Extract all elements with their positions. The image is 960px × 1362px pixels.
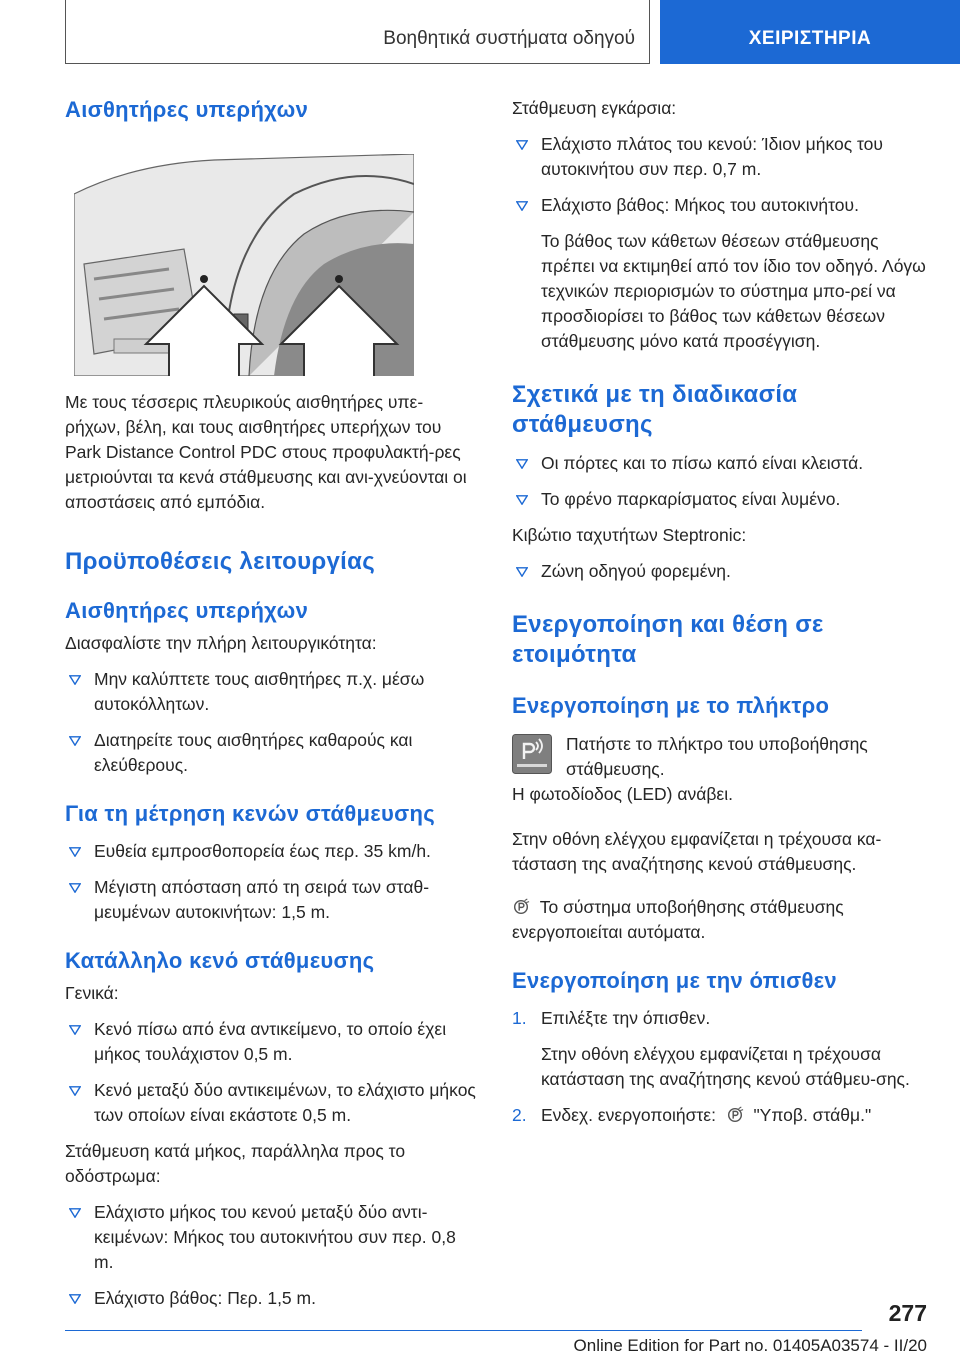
intro-paragraph: Με τους τέσσερις πλευρικούς αισθητήρες υπε-ρήχων, βέλη, και τους αισθητήρες υπερήχων του Park Distance Control PDC στους προφυλακτή-ρες μετριούνται τα κενά στάθμευσης και ανι-χνεύονται οι αποστάσεις από εμπόδια. — [65, 392, 467, 512]
car-sensors-illustration — [74, 154, 414, 376]
header-bar — [65, 0, 650, 64]
triangle-bullet-icon — [69, 847, 81, 857]
perpendicular-label: Στάθμευση εγκάρσια: — [512, 98, 677, 118]
perpendicular-note: Το βάθος των κάθετων θέσεων στάθμευσης πρέπει να εκτιμηθεί από τον ίδιο τον οδηγό. Λόγω τεχνικών περιορισμών το σύστημα μπο-ρεί να προσδιορίσει το βάθος των κάθετων θέσεων στάθμευσης μόνο κατά προσέγγιση. — [541, 231, 926, 351]
left-column — [65, 96, 477, 1311]
heading-suitable-space: Κατάλληλο κενό στάθμευσης — [65, 948, 375, 973]
button-instruction — [512, 732, 927, 782]
triangle-bullet-icon — [516, 201, 528, 211]
heading-ultrasonic-sensors-2: Αισθητήρες υπερήχων — [65, 598, 309, 623]
step-number: 1. — [512, 1008, 527, 1028]
tab-controls-label: ΧΕΙΡΙΣΤΗΡΙΑ — [748, 28, 872, 49]
list-item: Ελάχιστο βάθος: Περ. 1,5 m. — [65, 1286, 477, 1311]
list-item: 2. Ενδεχ. ενεργοποιήστε: "Υποβ. στάθμ." — [512, 1103, 927, 1128]
edition-text: Online Edition for Part no. 01405A03574 - II/20 — [573, 1336, 927, 1355]
ensure-text: Διασφαλίστε την πλήρη λειτουργικότητα: — [65, 633, 377, 653]
triangle-bullet-icon — [516, 567, 528, 577]
sensor-list — [65, 667, 477, 778]
list-item: 1. Επιλέξτε την όπισθεν. Στην οθόνη ελέγχου εμφανίζεται η τρέχουσα κατάσταση της αναζήτησης κενού στάθμευ-σης. — [512, 1006, 927, 1092]
heading-ultrasonic-sensors: Αισθητήρες υπερήχων — [65, 97, 309, 122]
led-text: Η φωτοδίοδος (LED) ανάβει. — [512, 784, 733, 804]
parallel-label: Στάθμευση κατά μήκος, παράλληλα προς το οδόστρωμα: — [65, 1141, 406, 1186]
tab-controls[interactable] — [660, 0, 960, 64]
park-assist-button-icon — [512, 734, 552, 774]
steptronic-list — [512, 559, 927, 584]
right-column — [512, 96, 927, 1128]
reverse-steps — [512, 1006, 927, 1128]
step-note: Στην οθόνη ελέγχου εμφανίζεται η τρέχουσα κατάσταση της αναζήτησης κενού στάθμευ-σης. — [541, 1044, 910, 1089]
list-item: Διατηρείτε τους αισθητήρες καθαρούς και ελεύθερους. — [65, 728, 477, 778]
list-item: Οι πόρτες και το πίσω καπό είναι κλειστά. — [512, 451, 927, 476]
heading-measuring: Για τη μέτρηση κενών στάθμευσης — [65, 801, 435, 826]
footer-divider — [65, 1330, 862, 1331]
heading-activate-reverse: Ενεργοποίηση με την όπισθεν — [512, 968, 837, 993]
list-item: Ζώνη οδηγού φορεμένη. — [512, 559, 927, 584]
heading-prerequisites: Προϋποθέσεις λειτουργίας — [65, 548, 375, 575]
procedure-list — [512, 451, 927, 512]
step-number: 2. — [512, 1105, 527, 1125]
list-item: Μην καλύπτετε τους αισθητήρες π.χ. μέσω αυτοκόλλητων. — [65, 667, 477, 717]
perpendicular-list — [512, 132, 927, 354]
list-item: Μέγιστη απόσταση από τη σειρά των σταθ-μευμένων αυτοκινήτων: 1,5 m. — [65, 875, 477, 925]
general-list — [65, 1017, 477, 1128]
list-item: Ελάχιστο βάθος: Μήκος του αυτοκινήτου. Το βάθος των κάθετων θέσεων στάθμευσης πρέπει να εκτιμηθεί από τον ίδιο τον οδηγό. Λόγω τεχνικών περιορισμών το σύστημα μπο-ρεί να προσδιορίσει το βάθος των κάθετων θέσεων στάθμευσης μόνο κατά προσέγγιση. — [512, 193, 927, 354]
list-item: Ελάχιστο μήκος του κενού μεταξύ δύο αντι-κειμένων: Μήκος του αυτοκινήτου συν περ. 0,8 m. — [65, 1200, 477, 1275]
triangle-bullet-icon — [69, 1208, 81, 1218]
section-title: Βοηθητικά συστήματα οδηγού — [383, 28, 635, 49]
page-number: 277 — [888, 1300, 927, 1326]
triangle-bullet-icon — [69, 1025, 81, 1035]
steptronic-label: Κιβώτιο ταχυτήτων Steptronic: — [512, 525, 747, 545]
list-item: Το φρένο παρκαρίσματος είναι λυμένο. — [512, 487, 927, 512]
general-label: Γενικά: — [65, 983, 119, 1003]
triangle-bullet-icon — [69, 883, 81, 893]
list-item: Κενό πίσω από ένα αντικείμενο, το οποίο έχει μήκος τουλάχιστον 0,5 m. — [65, 1017, 477, 1067]
heading-activation: Ενεργοποίηση και θέση σε ετοιμότητα — [512, 611, 824, 668]
press-button-text: Πατήστε το πλήκτρο του υποβοήθησης στάθμευσης. — [566, 734, 868, 779]
park-assist-icon — [512, 898, 530, 916]
triangle-bullet-icon — [516, 140, 528, 150]
heading-activate-button: Ενεργοποίηση με το πλήκτρο — [512, 693, 830, 718]
triangle-bullet-icon — [69, 736, 81, 746]
list-item: Ευθεία εμπροσθοπορεία έως περ. 35 km/h. — [65, 839, 477, 864]
list-item: Κενό μεταξύ δύο αντικειμένων, το ελάχιστο μήκος των οποίων είναι εκάστοτε 0,5 m. — [65, 1078, 477, 1128]
heading-parking-procedure: Σχετικά με τη διαδικασία στάθμευσης — [512, 381, 798, 438]
parallel-list — [65, 1200, 477, 1311]
measure-list — [65, 839, 477, 925]
triangle-bullet-icon — [69, 1294, 81, 1304]
auto-activation-text: Το σύστημα υποβοήθησης στάθμευσης ενεργοποιείται αυτόματα. — [512, 897, 844, 942]
triangle-bullet-icon — [516, 495, 528, 505]
triangle-bullet-icon — [516, 459, 528, 469]
triangle-bullet-icon — [69, 1086, 81, 1096]
list-item: Ελάχιστο πλάτος του κενού: Ίδιον μήκος του αυτοκινήτου συν περ. 0,7 m. — [512, 132, 927, 182]
triangle-bullet-icon — [69, 675, 81, 685]
park-assist-icon — [726, 1106, 744, 1124]
display-text: Στην οθόνη ελέγχου εμφανίζεται η τρέχουσα κα-τάσταση της αναζήτησης κενού στάθμευσης. — [512, 829, 882, 874]
